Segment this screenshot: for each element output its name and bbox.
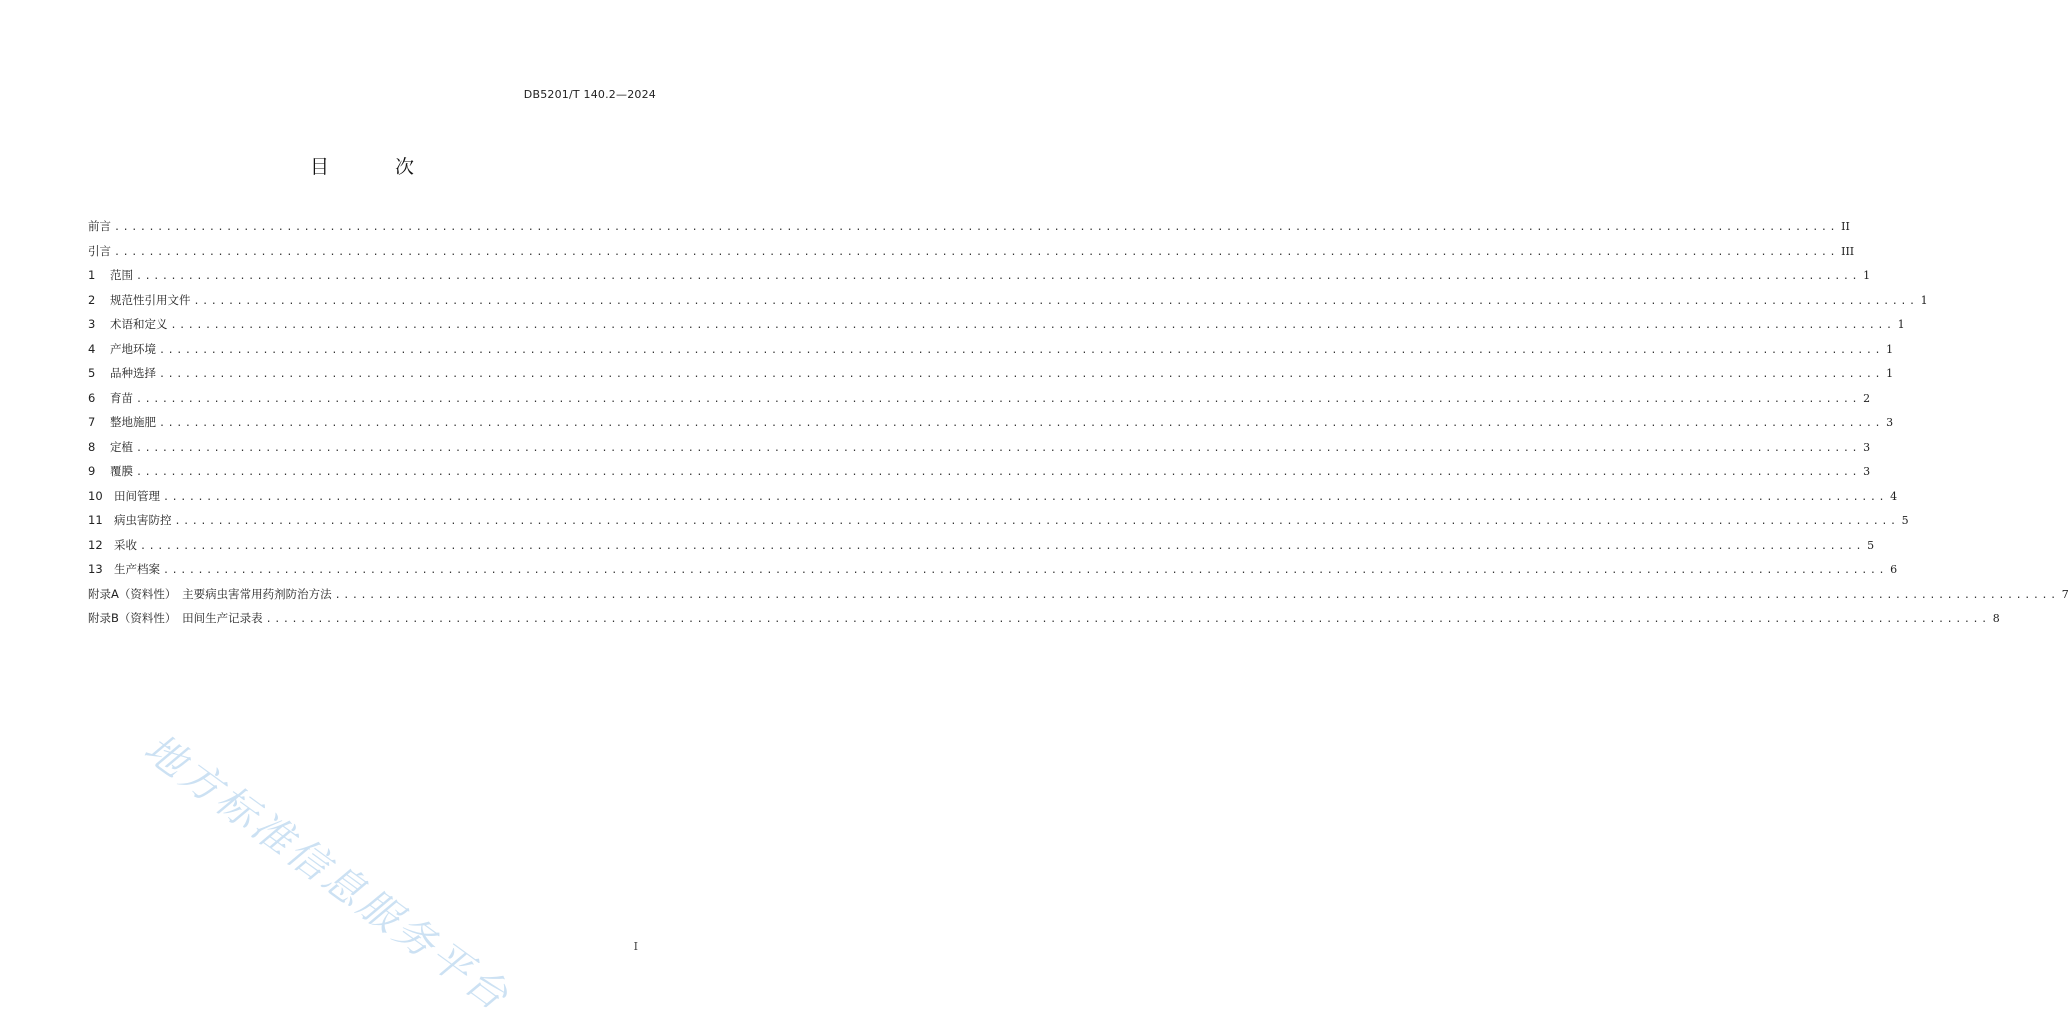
toc-entry[interactable] (88, 414, 1894, 439)
toc-entry-page: 7 (2061, 587, 2069, 601)
toc-entry[interactable] (88, 512, 1909, 537)
toc-entry[interactable] (88, 243, 1855, 268)
toc-entry-page: 4 (1890, 489, 1898, 503)
toc-entry-number: 2 (88, 292, 96, 307)
toc-entry-label: 覆膜 (110, 464, 133, 478)
toc-entry-number: 8 (88, 439, 96, 454)
toc-entry-number: 4 (88, 341, 96, 356)
toc-entry-number: 7 (88, 415, 96, 429)
toc-entry[interactable] (88, 561, 1898, 586)
toc-entry-label: 采收 (114, 537, 137, 552)
toc-entry-number: 11 (88, 513, 103, 527)
toc-entry[interactable] (88, 537, 1875, 562)
toc-entry-label: 附录A（资料性） 主要病虫害常用药剂防治方法 (88, 586, 332, 601)
toc-entry-page: 1 (1863, 269, 1871, 282)
toc-leader-dots: ........................................................................................................................................................................................................ (193, 295, 1918, 307)
toc-entry[interactable] (88, 292, 1928, 317)
toc-entry-page: 5 (1901, 514, 1909, 527)
toc-entry-label: 产地环境 (110, 341, 156, 356)
toc-entry-label: 品种选择 (110, 366, 156, 380)
toc-entry-page: III (1841, 244, 1855, 258)
toc-leader-dots: ........................................................................................................................................................................................................ (163, 491, 1888, 503)
toc-entry-label: 术语和定义 (110, 317, 168, 331)
toc-entry-page: 2 (1863, 391, 1871, 405)
toc-entry[interactable] (88, 439, 1871, 464)
toc-entry-page: 3 (1886, 416, 1894, 429)
toc-entry-page: 1 (1897, 318, 1905, 331)
toc-leader-dots: ........................................................................................................................................................................................................ (136, 271, 1861, 282)
toc-leader-dots: ........................................................................................................................................................................................................ (159, 418, 1884, 429)
toc-entry-label: 田间管理 (114, 488, 160, 503)
toc-entry-label: 前言 (88, 219, 111, 233)
toc-entry-number: 1 (88, 268, 96, 282)
toc-leader-dots: ........................................................................................................................................................................................................ (136, 393, 1861, 405)
toc-entry-page: II (1841, 220, 1850, 233)
toc-entry-number: 13 (88, 562, 103, 576)
toc-entry-number: 5 (88, 366, 96, 380)
toc-entry-number: 6 (88, 390, 96, 405)
toc-entry-page: 1 (1886, 342, 1894, 356)
toc-entry[interactable] (88, 365, 1894, 390)
toc-entry-number: 9 (88, 464, 96, 478)
toc-leader-dots: ........................................................................................................................................................................................................ (136, 467, 1861, 478)
toc-leader-dots: ........................................................................................................................................................................................................ (140, 540, 1865, 552)
toc-entry-label: 规范性引用文件 (110, 292, 191, 307)
toc-entry-label: 范围 (110, 268, 133, 282)
toc-entry-label: 病虫害防控 (114, 513, 172, 527)
toc-leader-dots: ........................................................................................................................................................................................................ (265, 614, 1990, 625)
toc-entry-page: 6 (1890, 563, 1898, 576)
toc-leader-dots: ........................................................................................................................................................................................................ (114, 246, 1839, 258)
toc-entry[interactable] (88, 316, 1905, 341)
toc-entry-label: 生产档案 (114, 562, 160, 576)
toc-entry-page: 1 (1920, 293, 1928, 307)
toc-leader-dots: ........................................................................................................................................................................................................ (159, 369, 1884, 380)
toc-leader-dots: ........................................................................................................................................................................................................ (159, 344, 1884, 356)
toc-entry[interactable] (88, 488, 1898, 513)
toc-entry-page: 8 (1992, 612, 2000, 625)
toc-entry[interactable] (88, 267, 1871, 292)
toc-entry-label: 育苗 (110, 390, 133, 405)
toc-leader-dots: ........................................................................................................................................................................................................ (136, 442, 1861, 454)
toc-entry-label: 引言 (88, 243, 111, 258)
toc-leader-dots: ........................................................................................................................................................................................................ (114, 222, 1839, 233)
toc-entry-label: 定植 (110, 439, 133, 454)
toc-leader-dots: ........................................................................................................................................................................................................ (174, 516, 1899, 527)
toc-entry-page: 5 (1867, 538, 1875, 552)
toc-entry[interactable] (88, 218, 1850, 243)
toc-list (88, 218, 2069, 635)
toc-leader-dots: ........................................................................................................................................................................................................ (170, 320, 1895, 331)
toc-entry-number: 10 (88, 488, 103, 503)
toc-title: 目 次 (309, 156, 445, 178)
toc-entry-label: 附录B（资料性） 田间生产记录表 (88, 611, 263, 625)
toc-entry[interactable] (88, 610, 2000, 635)
toc-entry[interactable] (88, 586, 2069, 611)
toc-entry[interactable] (88, 463, 1871, 488)
toc-entry-page: 3 (1863, 465, 1871, 478)
toc-entry-page: 1 (1886, 367, 1894, 380)
toc-entry-label: 整地施肥 (110, 415, 156, 429)
toc-entry[interactable] (88, 390, 1871, 415)
toc-entry-page: 3 (1863, 440, 1871, 454)
toc-entry-number: 3 (88, 317, 96, 331)
watermark-text: 地方标准信息服务平台 (135, 725, 519, 1022)
toc-entry[interactable] (88, 341, 1894, 366)
page-number: I (633, 940, 638, 953)
toc-leader-dots: ........................................................................................................................................................................................................ (163, 565, 1888, 576)
toc-leader-dots: ........................................................................................................................................................................................................ (334, 589, 2059, 601)
toc-entry-number: 12 (88, 537, 103, 552)
document-code: DB5201/T 140.2—2024 (523, 88, 656, 101)
